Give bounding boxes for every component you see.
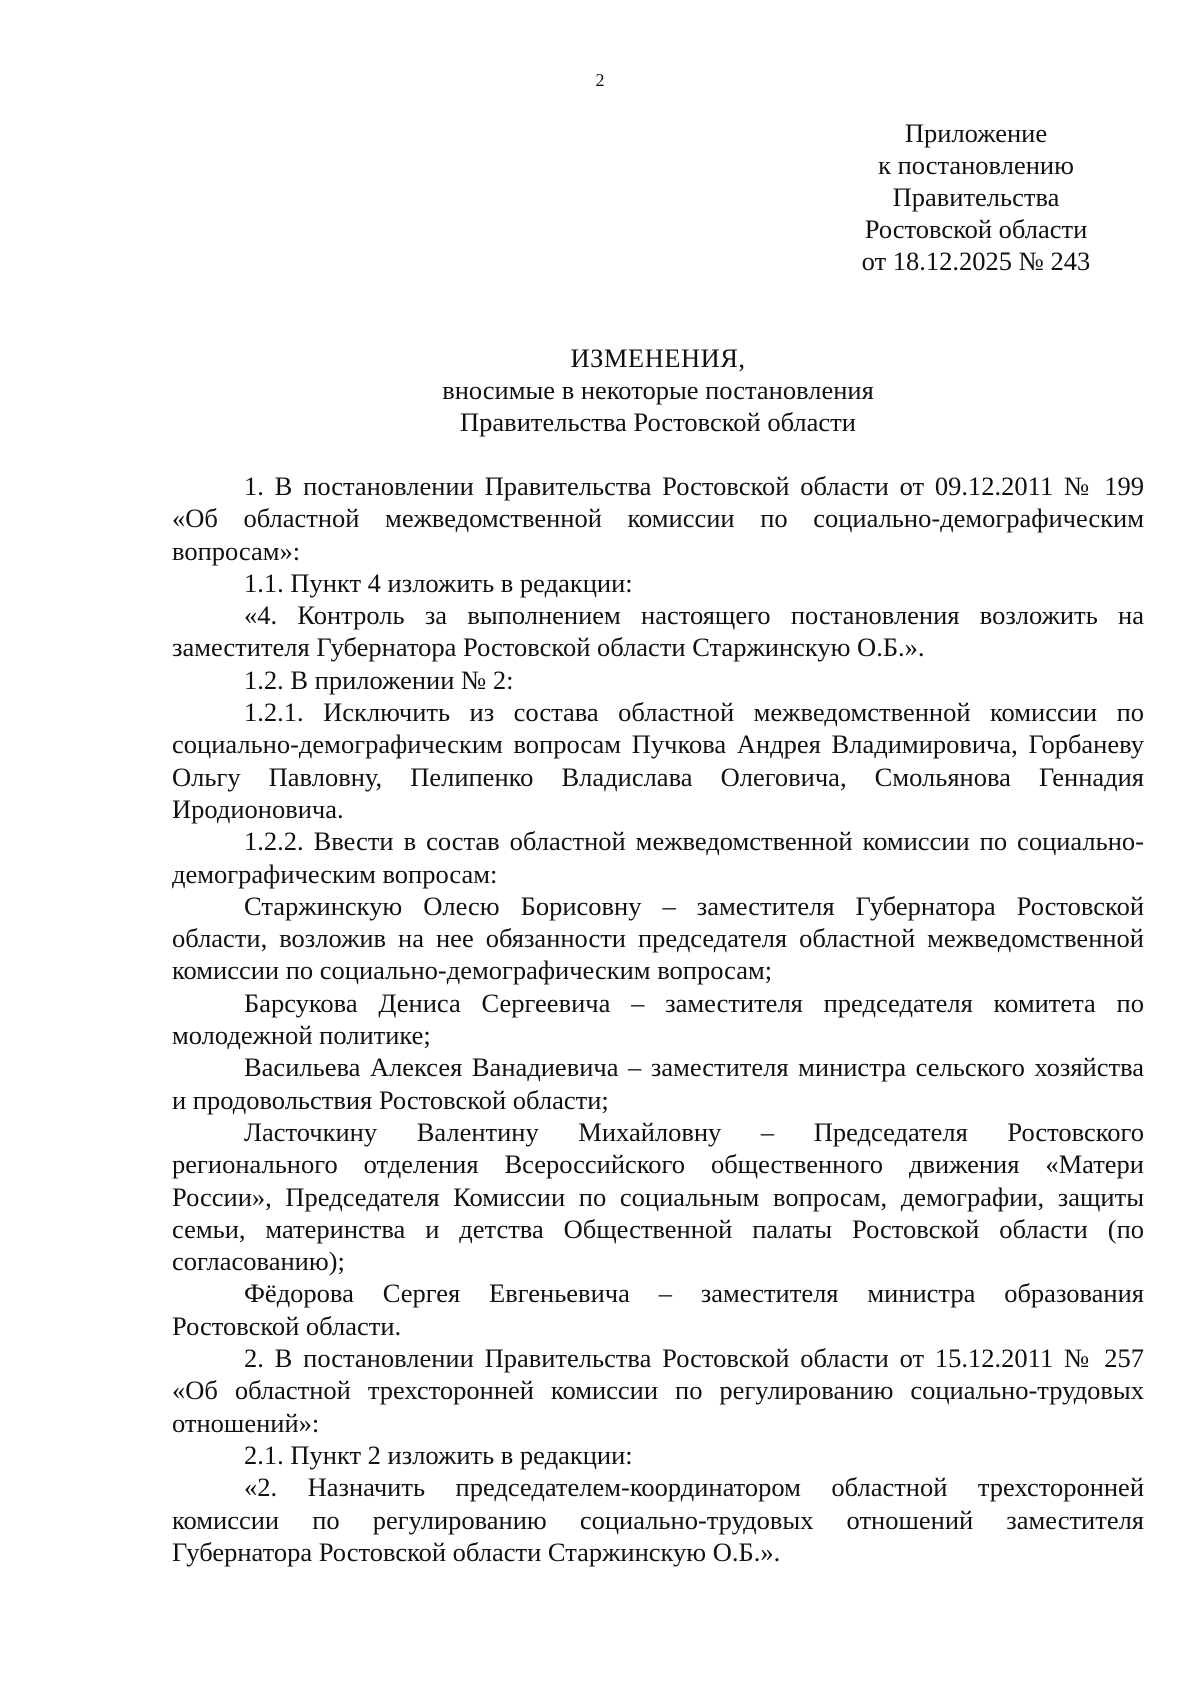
paragraph: «2. Назначить председателем-координатором областной трехсторонней комиссии по регулированию социально-трудовых отношений заместителя Губернатора Ростовской области Старжинскую О.Б.». [172, 1472, 1144, 1567]
document-subtitle: вносимые в некоторые постановления [442, 375, 874, 405]
paragraph: 1.2. В приложении № 2: [244, 664, 514, 695]
page-number: 2 [595, 70, 605, 90]
paragraph: «4. Контроль за выполнением настоящего постановления возложить на заместителя Губернатора Ростовской области Старжинскую О.Б.». [172, 600, 1144, 663]
paragraph: Старжинскую Олесю Борисовну – заместителя Губернатора Ростовской области, возложив на нее обязанности председателя областной межведомственной комиссии по социально-демографическим вопросам; [172, 890, 1144, 986]
appendix-block [840, 117, 1112, 277]
paragraph: 1.2.2. Ввести в состав областной межведомственной комиссии по социально-демографическим вопросам: [172, 826, 1144, 889]
document-subtitle: Правительства Ростовской области [460, 407, 856, 437]
appendix-line: от 18.12.2025 № 243 [861, 246, 1091, 276]
paragraph: Фёдорова Сергея Евгеньевича – заместителя министра образования Ростовской области. [172, 1278, 1144, 1341]
appendix-line: Приложение [904, 118, 1048, 148]
paragraph: 1.2.1. Исключить из состава областной межведомственной комиссии по социально-демографическим вопросам Пучкова Андрея Владимировича, Горбаневу Ольгу Павловну, Пелипенко Владислава Олеговича, Смольянова Геннадия Иродионовича. [172, 697, 1144, 824]
appendix-line: Правительства [892, 182, 1060, 212]
paragraph: 1.1. Пункт 4 изложить в редакции: [244, 567, 633, 598]
paragraph: Барсукова Дениса Сергеевича – заместителя председателя комитета по молодежной политике; [172, 987, 1144, 1051]
paragraph: Васильева Алексея Ванадиевича – заместителя министра сельского хозяйства и продовольствия Ростовской области; [172, 1052, 1144, 1115]
appendix-line: Ростовской области [864, 214, 1088, 244]
document-title: ИЗМЕНЕНИЯ, [570, 343, 746, 373]
paragraph: 1. В постановлении Правительства Ростовской области от 09.12.2011 № 199 «Об областной межведомственной комиссии по социально-демографическим вопросам»: [172, 471, 1144, 566]
appendix-line: к постановлению [878, 150, 1074, 180]
document-body [172, 470, 1144, 1568]
paragraph: 2. В постановлении Правительства Ростовской области от 15.12.2011 № 257 «Об областной трехсторонней комиссии по регулированию социально-трудовых отношений»: [172, 1343, 1144, 1438]
paragraph: 2.1. Пункт 2 изложить в редакции: [244, 1439, 633, 1470]
document-heading [0, 342, 1200, 438]
paragraph: Ласточкину Валентину Михайловну – Председателя Ростовского регионального отделения Всероссийского общественного движения «Матери России», Председателя Комиссии по социальным вопросам, демографии, защиты семьи, материнства и детства Общественной палаты Ростовской области (по согласованию); [172, 1116, 1144, 1277]
